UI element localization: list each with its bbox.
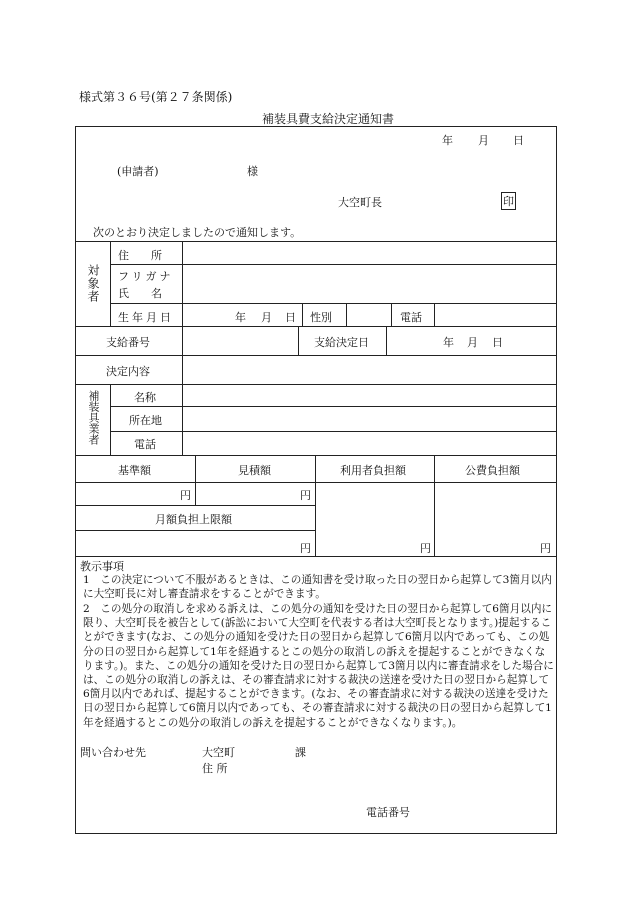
sex-label: 性別	[310, 311, 332, 324]
dob-label: 生年月日	[118, 311, 174, 324]
contact-section: 課	[295, 746, 306, 759]
note-item-2: 2 この処分の取消しを求める訴えは、この処分の通知を受けた日の翌日から起算して6箇月以内に限り、大空町長を被告として(訴訟において大空町を代表する者は大空町長となります。)提起することができます(なお、この処分の通知を受けた日の翌日から起算して6箇月以内であっても、この処分の日の翌日から起算して1年を経過するとこの処分の取消しの訴えを提起することができなくなります。)。また、この処分の通知を受けた日の翌日から起算して3箇月以内に審査請求をした場合には、この処分の取消しの訴えは、その審査請求に対する裁決の送達を受けた日の翌日から起算して6箇月以内であれば、提起することができます。(なお、その審査請求に対する裁決の送達を受けた日の翌日から起算して6箇月以内であっても、その審査請求に対する裁決の日の翌日から起算して1年を経過するとこの処分の取消しの訴えを提起することができなくなります。)。	[83, 603, 554, 729]
applicant-honorific: 様	[247, 165, 258, 178]
yen-user-share: 円	[420, 542, 431, 555]
decision-content-label: 決定内容	[106, 365, 150, 378]
monthly-cap-label: 月額負担上限額	[155, 513, 232, 526]
vendor-location-label: 所在地	[129, 414, 162, 427]
amount-header-estimate: 見積額	[238, 464, 271, 477]
amount-header-standard: 基準額	[118, 464, 151, 477]
yen-standard: 円	[180, 489, 191, 502]
phone-label: 電話	[400, 311, 422, 324]
subject-group-label: 対象者	[86, 264, 100, 303]
contact-address-label: 住 所	[202, 762, 228, 775]
name-label: 氏 名	[118, 287, 162, 300]
intro-text: 次のとおり決定しましたので通知します。	[93, 226, 302, 239]
notes-title: 教示事項	[80, 560, 124, 573]
contact-phone-label: 電話番号	[366, 806, 410, 819]
seal-mark: 印	[501, 192, 516, 210]
dob-month: 月	[261, 311, 272, 324]
document-title: 補装具費支給決定通知書	[262, 112, 395, 126]
date-day-label: 日	[513, 134, 524, 147]
decision-date-label: 支給決定日	[314, 336, 369, 349]
vendor-phone-label: 電話	[134, 438, 156, 451]
vendor-group-label: 補装具業者	[87, 390, 100, 445]
payment-number-label: 支給番号	[106, 336, 150, 349]
amount-header-public-share: 公費負担額	[465, 464, 520, 477]
furigana-label: フリガナ	[118, 270, 174, 283]
decision-year: 年	[443, 336, 454, 349]
yen-estimate: 円	[300, 489, 311, 502]
decision-month: 月	[467, 336, 478, 349]
applicant-label: (申請者)	[117, 165, 159, 178]
note-item-1: 1 この決定について不服があるときは、この通知書を受け取った日の翌日から起算して3箇月以内に大空町長に対し審査請求をすることができます。	[83, 574, 552, 601]
contact-label: 問い合わせ先	[80, 746, 146, 759]
address-label: 住 所	[118, 249, 162, 262]
date-year-label: 年	[442, 134, 453, 147]
amount-header-user-share: 利用者負担額	[340, 464, 406, 477]
dob-day: 日	[285, 311, 296, 324]
vendor-name-label: 名称	[134, 391, 156, 404]
issuer-name: 大空町長	[338, 196, 382, 209]
contact-town: 大空町	[202, 746, 235, 759]
yen-public-share: 円	[540, 542, 551, 555]
form-number: 様式第３６号(第２７条関係)	[79, 90, 233, 104]
date-month-label: 月	[478, 134, 489, 147]
yen-monthly-cap: 円	[300, 542, 311, 555]
decision-day: 日	[492, 336, 503, 349]
dob-year: 年	[235, 311, 246, 324]
